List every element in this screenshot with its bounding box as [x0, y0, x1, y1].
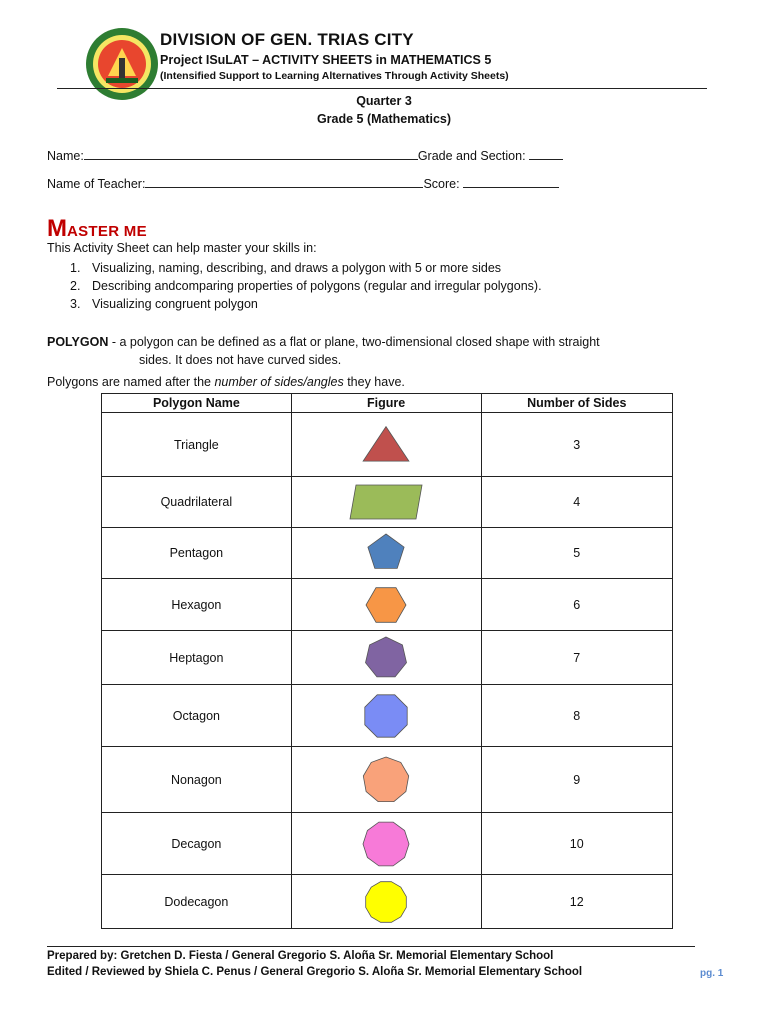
heptagon-figure: [356, 635, 416, 681]
number-of-sides-cell: 9: [481, 747, 672, 813]
name-label: Name:: [47, 149, 84, 163]
decagon-figure: [356, 819, 416, 869]
polygon-table: [101, 393, 673, 929]
edited-by: Edited / Reviewed by Shiela C. Penus / General Gregorio S. Aloña Sr. Memorial Elementary School: [47, 966, 583, 978]
number-of-sides-cell: 7: [481, 631, 672, 685]
table-row: [102, 477, 673, 528]
quadrilateral-figure: [348, 483, 424, 521]
section-title: MASTER ME: [47, 215, 147, 242]
pentagon-figure: [356, 532, 416, 574]
score-label: Score:: [423, 177, 460, 191]
table-row: [102, 579, 673, 631]
polygon-name-cell: Hexagon: [102, 579, 292, 631]
hexagon-figure: [356, 583, 416, 627]
octagon-figure: [356, 691, 416, 741]
polygon-name-cell: Octagon: [102, 685, 292, 747]
division-title: DIVISION OF GEN. TRIAS CITY: [160, 30, 414, 49]
name-field[interactable]: [84, 146, 418, 160]
header-number-of-sides: Number of Sides: [481, 394, 672, 413]
table-row: [102, 875, 673, 929]
number-of-sides-cell: 8: [481, 685, 672, 747]
figure-cell: [291, 579, 481, 631]
quarter-label: Quarter 3: [356, 94, 412, 108]
figure-cell: [291, 875, 481, 929]
figure-cell: [291, 747, 481, 813]
table-row: [102, 747, 673, 813]
figure-cell: [291, 631, 481, 685]
number-of-sides-cell: 4: [481, 477, 672, 528]
table-row: [102, 813, 673, 875]
teacher-row: [47, 174, 559, 191]
name-row: [47, 146, 563, 163]
grade-section-label: Grade and Section:: [417, 149, 526, 163]
figure-cell: [291, 685, 481, 747]
naming-note: Polygons are named after the number of sides/angles they have.: [47, 375, 405, 389]
table-row: [102, 528, 673, 579]
table-row: [102, 413, 673, 477]
figure-cell: [291, 528, 481, 579]
polygon-name-cell: Triangle: [102, 413, 292, 477]
polygon-name-cell: Quadrilateral: [102, 477, 292, 528]
header-figure: Figure: [291, 394, 481, 413]
number-of-sides-cell: 12: [481, 875, 672, 929]
project-subtitle: (Intensified Support to Learning Alternatives Through Activity Sheets): [160, 70, 509, 82]
dodecagon-figure: [356, 879, 416, 925]
polygon-definition: POLYGON - a polygon can be defined as a flat or plane, two-dimensional closed shape with straight sides. It does not have curved sides.: [47, 335, 600, 367]
number-of-sides-cell: 5: [481, 528, 672, 579]
score-field[interactable]: [463, 174, 559, 188]
page-number: pg. 1: [700, 968, 724, 979]
prepared-by: Prepared by: Gretchen D. Fiesta / General Gregorio S. Aloña Sr. Memorial Elementary School: [47, 950, 554, 962]
nonagon-figure: [356, 755, 416, 805]
project-title: Project ISuLAT – ACTIVITY SHEETS in MATHEMATICS 5: [160, 53, 492, 67]
polygon-name-cell: Dodecagon: [102, 875, 292, 929]
table-row: [102, 631, 673, 685]
grade-label: Grade 5 (Mathematics): [316, 112, 452, 126]
table-row: [102, 685, 673, 747]
polygon-name-cell: Nonagon: [102, 747, 292, 813]
polygon-name-cell: Heptagon: [102, 631, 292, 685]
list-item: 3. Visualizing congruent polygon: [70, 297, 258, 311]
triangle-figure: [356, 420, 416, 470]
list-item: 1. Visualizing, naming, describing, and draws a polygon with 5 or more sides: [70, 261, 502, 275]
grade-section-field[interactable]: [529, 146, 563, 160]
polygon-name-cell: Decagon: [102, 813, 292, 875]
header-divider: [57, 88, 707, 89]
intro-text: This Activity Sheet can help master your skills in:: [47, 241, 317, 255]
figure-cell: [291, 813, 481, 875]
teacher-label: Name of Teacher:: [47, 177, 146, 191]
number-of-sides-cell: 10: [481, 813, 672, 875]
header-polygon-name: Polygon Name: [102, 394, 292, 413]
figure-cell: [291, 477, 481, 528]
number-of-sides-cell: 6: [481, 579, 672, 631]
figure-cell: [291, 413, 481, 477]
footer-divider: [47, 946, 695, 947]
skills-list: [70, 259, 542, 313]
division-seal-logo: [84, 26, 160, 102]
teacher-field[interactable]: [145, 174, 423, 188]
list-item: 2. Describing andcomparing properties of polygons (regular and irregular polygons).: [70, 279, 542, 293]
polygon-name-cell: Pentagon: [102, 528, 292, 579]
number-of-sides-cell: 3: [481, 413, 672, 477]
definition-term: POLYGON: [47, 335, 109, 349]
table-header-row: [102, 394, 673, 413]
